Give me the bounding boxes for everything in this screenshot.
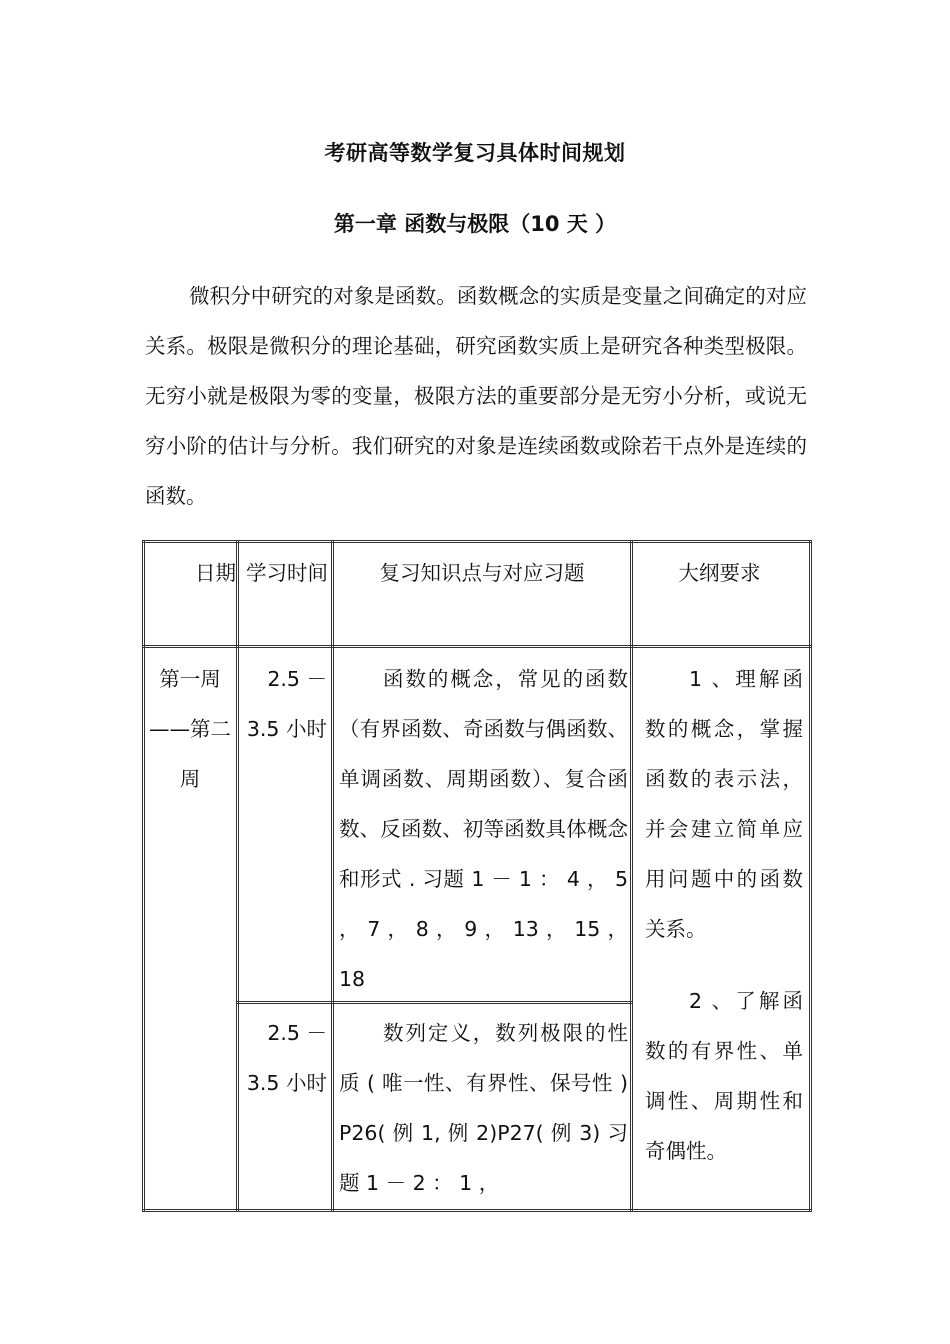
document-title: 考研高等数学复习具体时间规划 (324, 141, 626, 165)
intro-paragraph: 微积分中研究的对象是函数。函数概念的实质是变量之间确定的对应关系。极限是微积分的理论基础，研究函数实质上是研究各种类型极限。无穷小就是极限为零的变量，极限方法的重要部分是无穷小分析，或说无穷小阶的估计与分析。我们研究的对象是连续函数或除若干点外是连续的函数。 (145, 284, 807, 508)
study-time-1: 2.5 － 3.5 小时 (246, 667, 327, 741)
table-border-left (142, 540, 145, 1212)
table-border-top (142, 540, 812, 543)
header-divider (142, 645, 812, 648)
col-divider-2 (331, 540, 334, 1212)
header-requirements: 大纲要求 (678, 561, 761, 585)
chapter-heading: 第一章 函数与极限（10 天 ） (333, 212, 617, 236)
topics-cell-2: 数列定义，数列极限的性质 ( 唯一性、有界性、保号性 ) P26( 例 1, 例 2)P27( 例 3) 习题 1 － 2 ： 1 ， (339, 1021, 628, 1195)
study-time-2: 2.5 － 3.5 小时 (246, 1021, 327, 1095)
header-study-time: 学习时间 (246, 561, 328, 585)
header-date: 日期 (195, 561, 236, 585)
table-border-bottom (142, 1209, 812, 1212)
table-border-right (809, 540, 812, 1212)
date-cell: 第一周——第二周 (149, 667, 231, 791)
col-divider-3 (630, 540, 633, 1212)
study-plan-table (142, 540, 812, 1212)
topics-cell-1: 函数的概念，常见的函数（有界函数、奇函数与偶函数、单调函数、周期函数）、复合函数、反函数、初等函数具体概念和形式 . 习题 1 － 1 ： 4 ， 5 ， 7 ， 8 ， 9 ， 13 ， 15 ， 18 (339, 667, 628, 991)
requirement-1: 1 、理解函数的概念，掌握函数的表示法，并会建立简单应用问题中的函数关系。 (645, 667, 803, 941)
header-topics: 复习知识点与对应习题 (379, 561, 585, 585)
col-divider-1 (236, 540, 239, 1212)
requirement-2: 2 、了解函数的有界性、单调性、周期性和奇偶性。 (645, 989, 803, 1163)
